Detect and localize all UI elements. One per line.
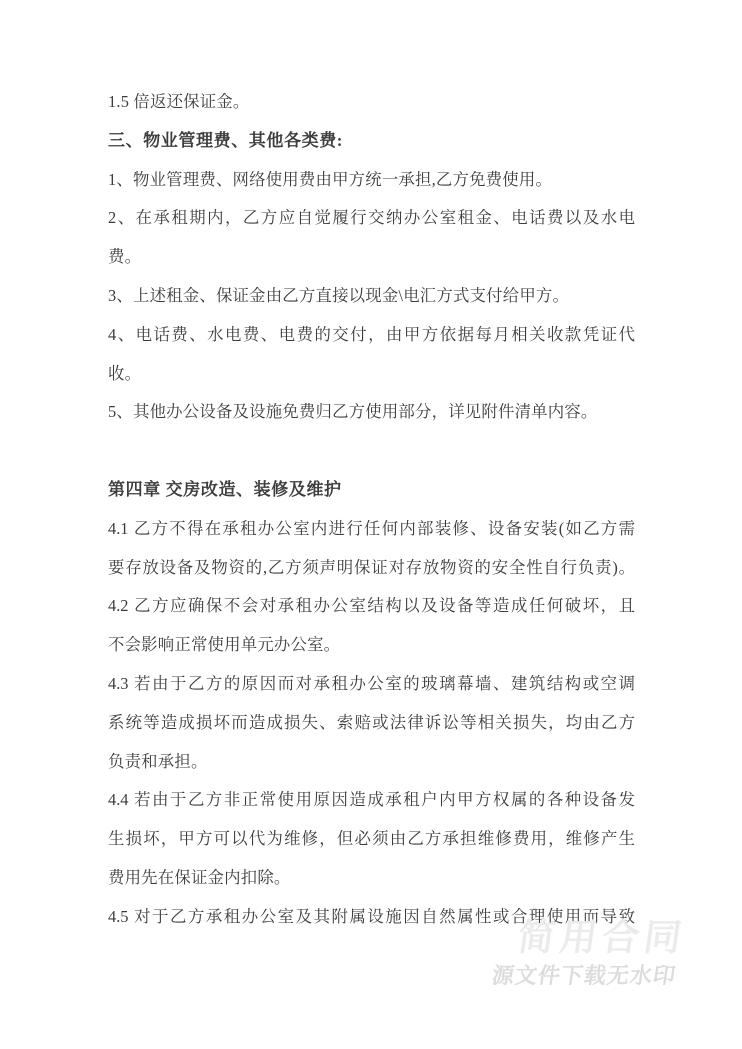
contract-text-line: 5、其他办公设备及设施免费归乙方使用部分，详见附件清单内容。 xyxy=(108,402,598,422)
contract-text-line: 要存放设备及物资的,乙方须声明保证对存放物资的安全性自行负责)。 xyxy=(108,557,635,577)
contract-text-line: 2、在承租期内，乙方应自觉履行交纳办公室租金、电话费以及水电 xyxy=(108,208,635,228)
contract-text-line: 系统等造成损坏而造成损失、索赔或法律诉讼等相关损失，均由乙方 xyxy=(108,712,635,732)
section-heading: 第四章 交房改造、装修及维护 xyxy=(108,479,342,499)
contract-body xyxy=(108,83,635,937)
contract-text-line: 费。 xyxy=(108,247,142,267)
watermark-brand-text: 简用合同 xyxy=(515,917,689,958)
contract-text-line: 负责和承担。 xyxy=(108,751,208,771)
contract-text-line: 4.1 乙方不得在承租办公室内进行任何内部装修、设备安装(如乙方需 xyxy=(108,518,635,538)
contract-text-line: 1、物业管理费、网络使用费由甲方统一承担,乙方免费使用。 xyxy=(108,169,553,189)
contract-text-line: 4.4 若由于乙方非正常使用原因造成承租户内甲方权属的各种设备发 xyxy=(108,790,635,810)
contract-text-line: 收。 xyxy=(108,363,142,383)
section-heading: 三、物业管理费、其他各类费: xyxy=(108,130,344,150)
blank-line xyxy=(108,432,635,471)
contract-text-line: 3、上述租金、保证金由乙方直接以现金\电汇方式支付给甲方。 xyxy=(108,285,570,305)
contract-text-line: 4.3 若由于乙方的原因而对承租办公室的玻璃幕墙、建筑结构或空调 xyxy=(108,673,635,693)
watermark-tagline: 源文件下载无水印 xyxy=(490,963,678,988)
contract-text-line: 费用先在保证金内扣除。 xyxy=(108,867,291,887)
contract-text-line: 4.5 对于乙方承租办公室及其附属设施因自然属性或合理使用而导致 xyxy=(108,906,635,926)
contract-text-line: 4、电话费、水电费、电费的交付，由甲方依据每月相关收款凭证代 xyxy=(108,324,635,344)
contract-text-line: 1.5 倍返还保证金。 xyxy=(108,92,250,111)
contract-text-line: 生损坏，甲方可以代为维修，但必须由乙方承担维修费用，维修产生 xyxy=(108,829,635,849)
contract-text-line: 4.2 乙方应确保不会对承租办公室结构以及设备等造成任何破坏，且 xyxy=(108,596,635,616)
contract-text-line: 不会影响正常使用单元办公室。 xyxy=(108,635,341,655)
